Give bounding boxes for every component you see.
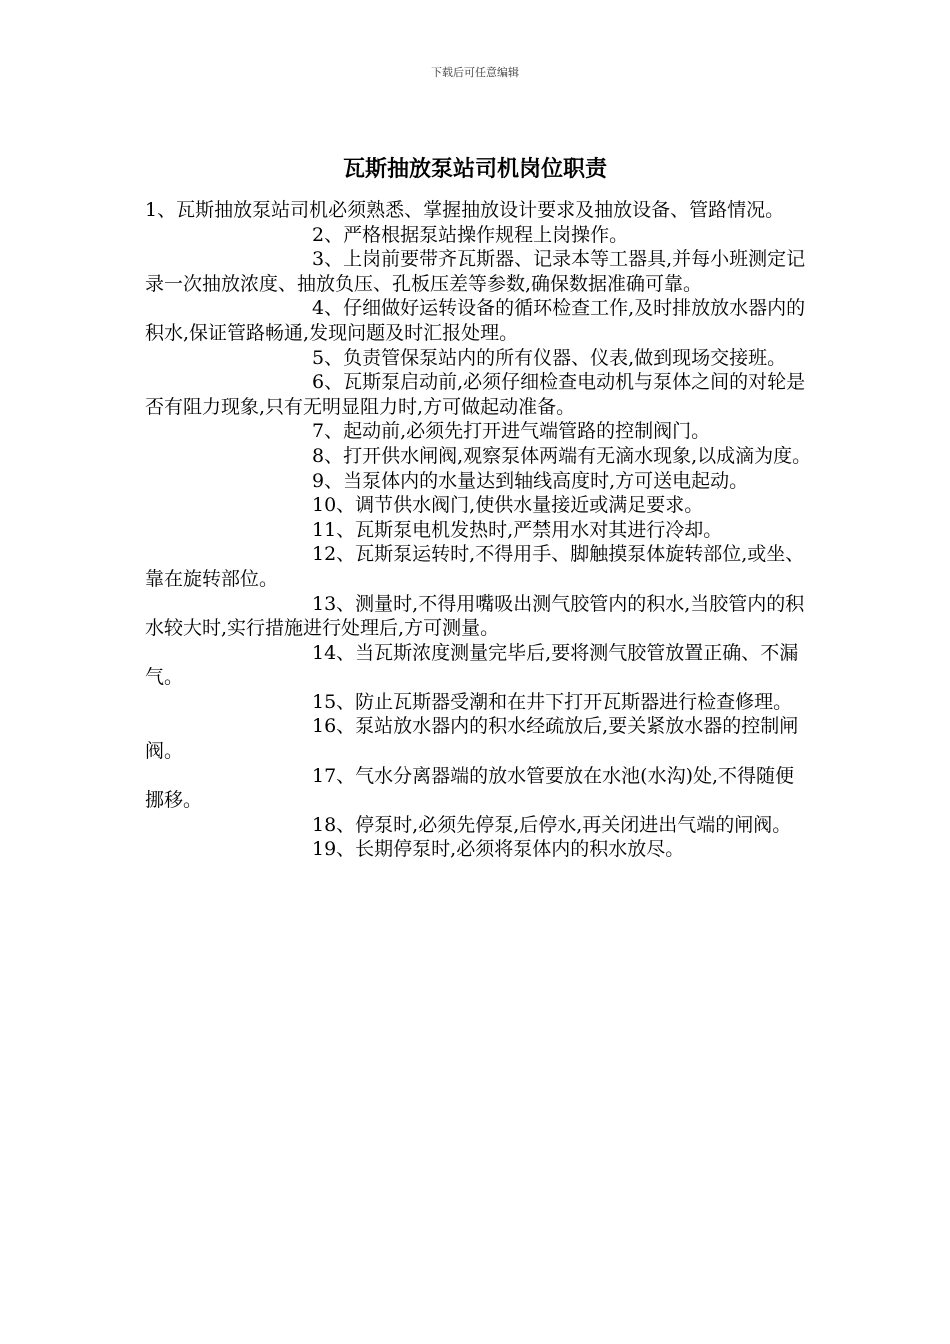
paragraph-1: 1、瓦斯抽放泵站司机必须熟悉、掌握抽放设计要求及抽放设备、管路情况。 bbox=[145, 199, 785, 221]
paragraph-10: 10、调节供水阀门,使供水量接近或满足要求。 bbox=[312, 494, 704, 517]
paragraph-12: 12、瓦斯泵运转时,不得用手、脚触摸泵体旋转部位,或坐、靠在旋转部位。 bbox=[145, 543, 805, 590]
paragraph-18: 18、停泵时,必须先停泵,后停水,再关闭进出气端的闸阀。 bbox=[312, 813, 792, 836]
header-note: 下载后可任意编辑 bbox=[431, 66, 519, 79]
paragraph-19: 19、长期停泵时,必须将泵体内的积水放尽。 bbox=[312, 838, 685, 861]
paragraph-3: 3、上岗前要带齐瓦斯器、记录本等工器具,并每小班测定记录一次抽放浓度、抽放负压、孔板压差等参数,确保数据准确可靠。 bbox=[145, 248, 806, 295]
paragraph-13: 13、测量时,不得用嘴吸出测气胶管内的积水,当胶管内的积水较大时,实行措施进行处理后,方可测量。 bbox=[145, 592, 805, 640]
paragraph-8: 8、打开供水闸阀,观察泵体两端有无滴水现象,以成滴为度。 bbox=[312, 444, 812, 467]
paragraph-2: 2、严格根据泵站操作规程上岗操作。 bbox=[312, 223, 629, 246]
paragraph-17: 17、气水分离器端的放水管要放在水池(水沟)处,不得随便挪移。 bbox=[145, 764, 795, 812]
paragraph-7: 7、起动前,必须先打开进气端管路的控制阀门。 bbox=[312, 420, 711, 443]
document-title: 瓦斯抽放泵站司机岗位职责 bbox=[342, 156, 607, 182]
paragraph-14: 14、当瓦斯浓度测量完毕后,要将测气胶管放置正确、不漏气。 bbox=[145, 641, 799, 689]
document-body bbox=[145, 198, 813, 862]
paragraph-11: 11、瓦斯泵电机发热时,严禁用水对其进行冷却。 bbox=[312, 518, 723, 541]
paragraph-4: 4、仔细做好运转设备的循环检查工作,及时排放放水器内的积水,保证管路畅通,发现问题及时汇报处理。 bbox=[145, 297, 806, 344]
paragraph-6: 6、瓦斯泵启动前,必须仔细检查电动机与泵体之间的对轮是否有阻力现象,只有无明显阻力时,方可做起动准备。 bbox=[145, 371, 806, 418]
paragraph-16: 16、泵站放水器内的积水经疏放后,要关紧放水器的控制闸阀。 bbox=[145, 715, 799, 763]
paragraph-5: 5、负责管保泵站内的所有仪器、仪表,做到现场交接班。 bbox=[312, 346, 787, 369]
paragraph-15: 15、防止瓦斯器受潮和在井下打开瓦斯器进行检查修理。 bbox=[312, 690, 793, 713]
paragraph-9: 9、当泵体内的水量达到轴线高度时,方可送电起动。 bbox=[312, 469, 749, 492]
